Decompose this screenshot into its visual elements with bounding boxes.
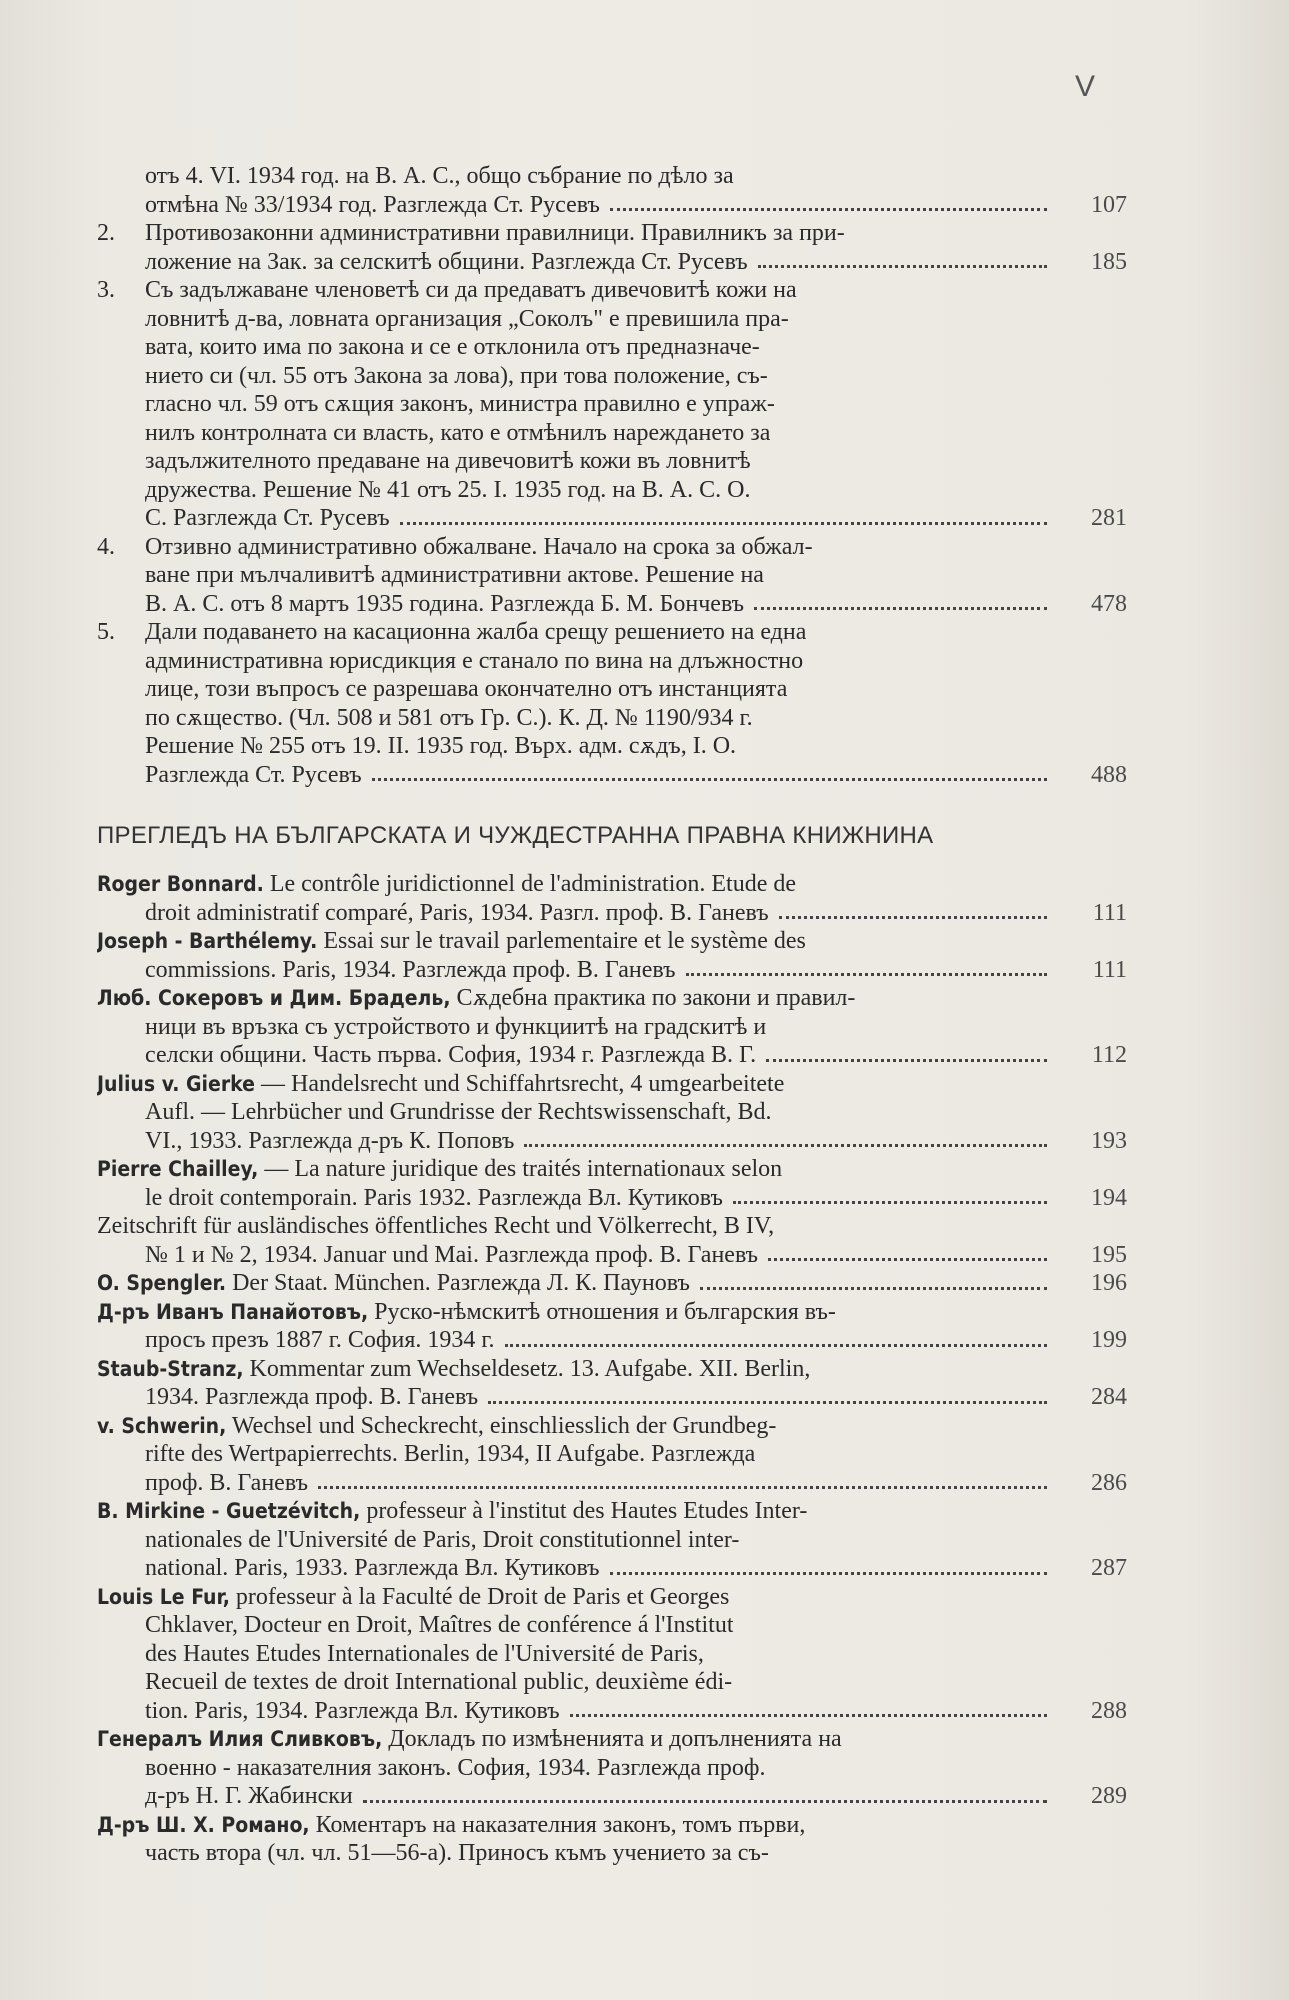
entry-line [97, 1212, 1127, 1241]
author-name: Julius v. Gierke [97, 1071, 255, 1096]
page-reference: 196 [1091, 1270, 1127, 1296]
entry-line [97, 1127, 1127, 1156]
page-reference: 194 [1091, 1184, 1127, 1211]
toc-entry [97, 219, 1127, 276]
entry-text: гласно чл. 59 отъ сѫщия законъ, министра правилно е упраж- [145, 391, 775, 417]
dot-leader [610, 208, 1047, 211]
entry-line [97, 276, 1127, 305]
entry-text: Коментаръ на наказателния законъ, томъ първи, [309, 1811, 806, 1838]
toc-entry [97, 618, 1127, 789]
entry-text: Essai sur le travail parlementaire et le système des [317, 928, 806, 954]
entry-line [97, 1184, 1127, 1213]
dot-leader [733, 1201, 1047, 1204]
author-name: B. Mirkine - Guetzévitch, [97, 1499, 361, 1523]
dot-leader [758, 265, 1047, 268]
entry-text: отъ 4. VI. 1934 год. на В. А. С., общо събрание по дѣло за [145, 163, 734, 189]
entry-text: дружества. Решение № 41 отъ 25. I. 1935 год. на В. А. С. О. [145, 476, 751, 503]
entry-line [97, 647, 1127, 676]
entry-line [97, 248, 1127, 277]
dot-leader [318, 1486, 1047, 1489]
entry-line [97, 191, 1127, 220]
page-reference: 195 [1091, 1241, 1127, 1268]
entry-number: 3. [97, 277, 115, 303]
entry-text: вата, които има по закона и се е отклонила отъ предназначе- [145, 334, 760, 360]
entry-text: Zeitschrift für ausländisches öffentliches Recht und Völkerrecht, B IV, [97, 1213, 775, 1239]
entry-line [97, 476, 1127, 505]
entry-text: нието си (чл. 55 отъ Закона за лова), при това положение, съ- [145, 362, 768, 389]
page-reference: 185 [1091, 248, 1127, 275]
entry-text: commissions. Paris, 1934. Разглежда проф. В. Ганевъ [145, 956, 676, 983]
review-entry [97, 1155, 1127, 1212]
review-entry [97, 927, 1127, 984]
entry-text: по сѫщество. (Чл. 508 и 581 отъ Гр. С.). К. Д. № 1190/934 г. [145, 704, 753, 731]
entry-text: Решение № 255 отъ 19. II. 1935 год. Върх. адм. сѫдъ, I. О. [145, 733, 737, 759]
entry-line [97, 1697, 1127, 1726]
entry-line [97, 704, 1127, 733]
entry-line [97, 732, 1127, 761]
entry-text: военно - наказателния законъ. София, 1934. Разглежда проф. [145, 1754, 766, 1781]
entry-line [97, 927, 1127, 956]
dot-leader [488, 1401, 1047, 1404]
dot-leader [505, 1344, 1048, 1347]
entry-text: ници въ връзка съ устройството и функциитѣ на градскитѣ и [145, 1013, 767, 1040]
review-entry [97, 1070, 1127, 1156]
entry-text: нилъ контролната си власть, като е отмѣнилъ нареждането за [145, 419, 771, 446]
entry-text: le droit contemporain. Paris 1932. Разглежда Вл. Кутиковъ [145, 1184, 723, 1211]
review-entry [97, 1355, 1127, 1412]
entry-text: ване при мълчаливитѣ административни актове. Решение на [145, 562, 764, 588]
entry-text: лице, този въпросъ се разрешава окончателно отъ инстанцията [145, 676, 788, 702]
dot-leader [779, 916, 1047, 919]
entry-text: В. А. С. отъ 8 мартъ 1935 година. Разглежда Б. М. Бончевъ [145, 590, 745, 617]
page-reference: 286 [1091, 1469, 1127, 1496]
literature-review-section [97, 870, 1127, 1868]
entry-line [97, 1070, 1127, 1099]
entry-line [97, 1497, 1127, 1526]
entry-text: Руско-нѣмскитѣ отношения и българския въ- [368, 1298, 836, 1325]
entry-text: Съ задължаване членоветѣ си да предаватъ дивечовитѣ кожи на [145, 277, 797, 303]
page-reference: 289 [1091, 1783, 1127, 1809]
entry-line [97, 447, 1127, 476]
entry-line [97, 675, 1127, 704]
entry-line [97, 390, 1127, 419]
dot-leader [686, 973, 1048, 976]
review-entry [97, 870, 1127, 927]
entry-text: Kommentar zum Wechseldesetz. 13. Aufgabe. XII. Berlin, [243, 1355, 811, 1382]
entry-text: Le contrôle juridictionnel de l'administration. Etude de [263, 871, 796, 897]
page-reference: 287 [1091, 1555, 1127, 1581]
entry-line [97, 1668, 1127, 1697]
entry-text: просъ презъ 1887 г. София. 1934 г. [145, 1327, 495, 1353]
author-name: Pierre Chailley, [97, 1157, 259, 1181]
entry-line [97, 1326, 1127, 1355]
entry-line [97, 1611, 1127, 1640]
toc-entry [97, 276, 1127, 533]
entry-line [97, 1269, 1127, 1298]
entry-text: Противозаконни административни правилници. Правилникъ за при- [145, 220, 845, 246]
entry-line [97, 870, 1127, 899]
admin-law-section [97, 162, 1127, 789]
page-reference: 111 [1092, 899, 1127, 926]
dot-leader [768, 1258, 1047, 1261]
entry-text: 1934. Разглежда проф. В. Ганевъ [145, 1384, 479, 1410]
entry-line [97, 504, 1127, 533]
entry-text: Wechsel und Scheckrecht, einschliesslich der Grundbeg- [226, 1412, 777, 1439]
entry-line [97, 561, 1127, 590]
author-name: Joseph - Barthélemy. [97, 929, 318, 953]
entry-text: national. Paris, 1933. Разглежда Вл. Кутиковъ [145, 1555, 600, 1581]
entry-text: professeur à la Faculté de Droit de Paris et Georges [229, 1583, 730, 1610]
entry-line [97, 1241, 1127, 1270]
entry-text: Докладъ по измѣненията и допълненията на [382, 1726, 842, 1752]
author-name: Люб. Сокеровъ и Дим. Брадель, [97, 986, 451, 1010]
dot-leader [610, 1572, 1047, 1575]
entry-text: часть втора (чл. чл. 51—56-а). Приносъ къмъ учението за съ- [145, 1840, 769, 1866]
entry-text: селски общини. Часть първа. София, 1934 г. Разглежда В. Г. [145, 1042, 757, 1068]
entry-line [97, 761, 1127, 790]
review-heading: ПРЕГЛЕДЪ НА БЪЛГАРСКАТА И ЧУЖДЕСТРАННА ПРАВНА КНИЖНИНА [97, 822, 934, 849]
entry-line [97, 1355, 1127, 1384]
entry-line [97, 1811, 1127, 1840]
dot-leader [570, 1714, 1047, 1717]
entry-line [97, 362, 1127, 391]
dot-leader [524, 1144, 1047, 1147]
entry-line [97, 1013, 1127, 1042]
entry-text: Chklaver, Docteur en Droit, Maîtres de conférence á l'Institut [145, 1612, 734, 1638]
entry-text: Отзивно административно обжалване. Начало на срока за обжал- [145, 533, 813, 560]
entry-text: административна юрисдикция е станало по вина на длъжностно [145, 647, 804, 674]
entry-text: Сѫдебна практика по закони и правил- [450, 985, 856, 1011]
review-entry [97, 1412, 1127, 1498]
entry-line [97, 1754, 1127, 1783]
page-reference: 281 [1091, 505, 1127, 531]
dot-leader [372, 778, 1047, 781]
entry-line [97, 1098, 1127, 1127]
entry-text: — La nature juridique des traités internationaux selon [258, 1156, 783, 1182]
page-reference: 111 [1092, 956, 1127, 983]
entry-text: Der Staat. München. Разглежда Л. К. Пауновъ [226, 1270, 690, 1296]
page-number: V [1075, 70, 1096, 103]
entry-text: nationales de l'Université de Paris, Droit constitutionnel inter- [145, 1526, 740, 1553]
entry-number: 5. [97, 619, 115, 645]
page-reference: 288 [1091, 1697, 1127, 1724]
entry-line [97, 956, 1127, 985]
page-reference: 478 [1091, 590, 1127, 617]
entry-line [97, 1412, 1127, 1441]
review-entry [97, 984, 1127, 1070]
review-entry [97, 1725, 1127, 1811]
entry-line [97, 1469, 1127, 1498]
entry-text: д-ръ Н. Г. Жабински [145, 1783, 353, 1809]
entry-text: отмѣна № 33/1934 год. Разглежда Ст. Русевъ [145, 191, 600, 218]
dot-leader [754, 607, 1047, 610]
entry-text: С. Разглежда Ст. Русевъ [145, 505, 390, 531]
page-reference: 488 [1091, 761, 1127, 788]
review-entry [97, 1212, 1127, 1269]
dot-leader [363, 1800, 1047, 1803]
review-entry [97, 1583, 1127, 1726]
entry-line [97, 1155, 1127, 1184]
page-reference: 284 [1091, 1384, 1127, 1410]
entry-text: проф. В. Ганевъ [145, 1469, 308, 1496]
entry-line [97, 1298, 1127, 1327]
entry-line [97, 162, 1127, 191]
entry-text: № 1 и № 2, 1934. Januar und Mai. Разглежда проф. В. Ганевъ [145, 1241, 759, 1268]
toc-entry [97, 162, 1127, 219]
entry-line [97, 1526, 1127, 1555]
entry-line [97, 1554, 1127, 1583]
dot-leader [766, 1059, 1047, 1062]
entry-text: Aufl. — Lehrbücher und Grundrisse der Rechtswissenschaft, Bd. [145, 1099, 772, 1125]
entry-line [97, 618, 1127, 647]
author-name: Roger Bonnard. [97, 872, 264, 896]
entry-text: droit administratif comparé, Paris, 1934. Разгл. проф. В. Ганевъ [145, 899, 769, 926]
page-reference: 199 [1091, 1327, 1127, 1353]
dot-leader [700, 1287, 1047, 1290]
entry-line [97, 1839, 1127, 1868]
entry-line [97, 1041, 1127, 1070]
entry-line [97, 899, 1127, 928]
entry-text: задължителното предаване на дивечовитѣ кожи въ ловнитѣ [145, 448, 751, 474]
entry-line [97, 305, 1127, 334]
entry-line [97, 1640, 1127, 1669]
entry-line [97, 590, 1127, 619]
review-entry [97, 1811, 1127, 1868]
entry-text: des Hautes Etudes Internationales de l'Université de Paris, [145, 1640, 704, 1667]
entry-text: ловнитѣ д-ва, ловната организация „Соколъ" е превишила пра- [145, 305, 789, 332]
entry-text: tion. Paris, 1934. Разглежда Вл. Кутиковъ [145, 1697, 560, 1724]
review-entry [97, 1269, 1127, 1298]
entry-line [97, 1440, 1127, 1469]
entry-text: Разглежда Ст. Русевъ [145, 761, 362, 788]
entry-number: 2. [97, 220, 115, 246]
author-name: O. Spengler. [97, 1271, 227, 1295]
entry-text: Recueil de textes de droit International public, deuxième édi- [145, 1669, 733, 1695]
entry-text: professeur à l'institut des Hautes Etudes Inter- [360, 1498, 808, 1524]
review-entry [97, 1298, 1127, 1355]
toc-entry [97, 533, 1127, 619]
dot-leader [400, 522, 1047, 525]
author-name: Louis Le Fur, [97, 1584, 230, 1609]
entry-line [97, 1782, 1127, 1811]
entry-line [97, 219, 1127, 248]
author-name: Д-ръ Иванъ Панайотовъ, [97, 1299, 369, 1324]
entry-line [97, 419, 1127, 448]
author-name: Д-ръ Ш. Х. Романо, [97, 1812, 310, 1837]
author-name: Генералъ Илия Сливковъ, [97, 1727, 383, 1751]
entry-line [97, 333, 1127, 362]
entry-line [97, 1383, 1127, 1412]
entry-text: — Handelsrecht und Schiffahrtsrecht, 4 umgearbeitete [254, 1070, 785, 1097]
entry-number: 4. [97, 533, 115, 560]
entry-text: Дали подаването на касационна жалба срещу решението на една [145, 619, 807, 645]
entry-text: VI., 1933. Разглежда д-ръ К. Поповъ [145, 1127, 515, 1154]
entry-line [97, 1583, 1127, 1612]
entry-text: ложение на Зак. за селскитѣ общини. Разглежда Ст. Русевъ [145, 248, 748, 275]
author-name: v. Schwerin, [97, 1413, 227, 1438]
entry-line [97, 984, 1127, 1013]
entry-line [97, 1725, 1127, 1754]
page-reference: 112 [1091, 1042, 1127, 1068]
review-entry [97, 1497, 1127, 1583]
page-reference: 193 [1091, 1127, 1127, 1154]
page-reference: 107 [1091, 191, 1127, 218]
entry-line [97, 533, 1127, 562]
author-name: Staub-Stranz, [97, 1356, 244, 1381]
entry-text: rifte des Wertpapierrechts. Berlin, 1934, II Aufgabe. Разглежда [145, 1441, 756, 1467]
